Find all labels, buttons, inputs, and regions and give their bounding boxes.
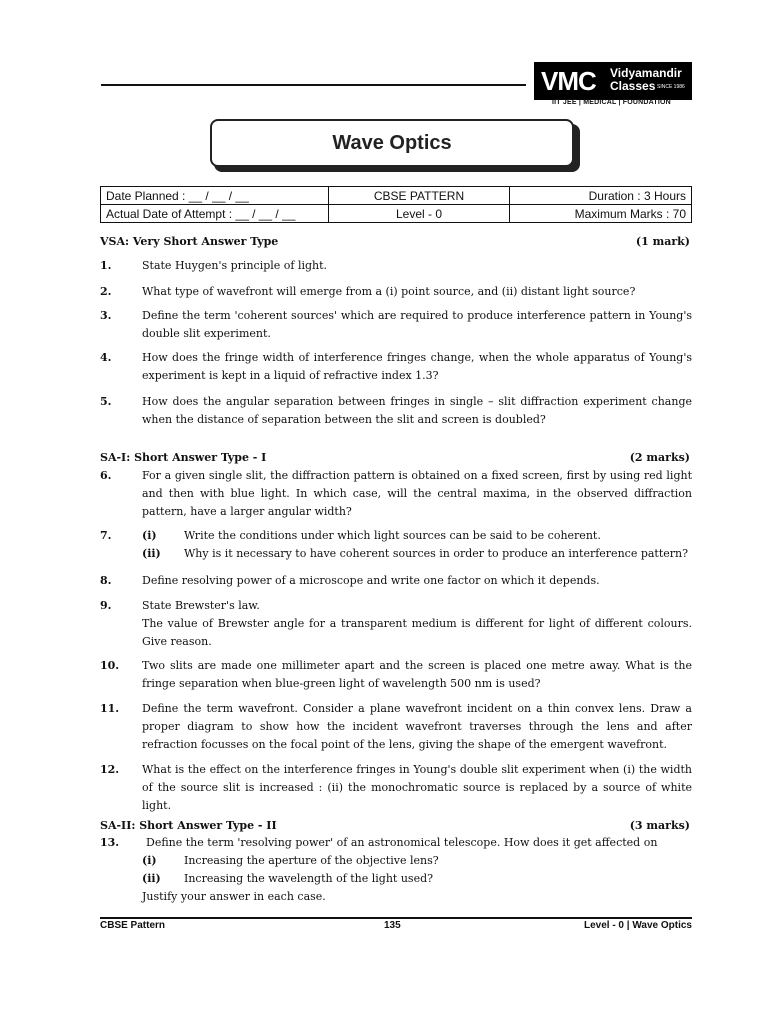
question-text: Define resolving power of a microscope and write one factor on which it depends. <box>142 574 600 587</box>
sub-question-label: (i) <box>142 529 157 542</box>
logo-name-line-2: Classes <box>610 79 656 93</box>
logo-name-line-1: Vidyamandir <box>610 66 682 80</box>
question-text: Define the term 'resolving power' of an astronomical telescope. How does it get affected on <box>146 836 658 849</box>
question-text: Define the term wavefront. Consider a plane wavefront incident on a thin convex lens. Draw a proper diagram to show how the incident wavefront traverses through the lens and after refraction focusses on the focal point of the lens, giving the shape of the emergent wavefront. <box>142 702 692 751</box>
footer-rule <box>100 917 692 919</box>
sub-question-text: Write the conditions under which light sources can be said to be coherent. <box>184 529 601 542</box>
question-text: State Brewster's law. <box>142 599 260 612</box>
question-3 <box>100 307 692 343</box>
section-marks: (2 marks) <box>629 451 690 464</box>
section-title: VSA: Very Short Answer Type <box>100 235 279 248</box>
question-number: 7. <box>100 529 112 542</box>
pattern: CBSE PATTERN <box>329 187 510 205</box>
section-heading-vsa <box>100 235 690 248</box>
question-1 <box>100 257 692 275</box>
question-4 <box>100 349 692 385</box>
question-number: 13. <box>100 836 120 849</box>
question-13 <box>100 834 692 906</box>
question-number: 11. <box>100 702 120 715</box>
question-parts <box>142 852 692 888</box>
sub-question-ii <box>142 545 692 563</box>
section-heading-sa1 <box>100 451 690 464</box>
question-text: What type of wavefront will emerge from a (i) point source, and (ii) distant light source? <box>142 285 636 298</box>
sub-question-text: Increasing the wavelength of the light used? <box>184 872 434 885</box>
logo-vmc-text: VMC <box>541 66 596 96</box>
info-table <box>100 186 692 223</box>
question-parts <box>142 527 692 563</box>
sub-question-label: (i) <box>142 854 157 867</box>
question-number: 4. <box>100 351 112 364</box>
question-text: How does the fringe width of interference fringes change, when the whole apparatus of Young's experiment is kept in a liquid of refractive index 1.3? <box>142 351 692 382</box>
sub-question-text: Why is it necessary to have coherent sources in order to produce an interference pattern? <box>184 547 689 560</box>
level: Level - 0 <box>329 205 510 223</box>
question-11 <box>100 700 692 754</box>
sub-question-label: (ii) <box>142 547 161 560</box>
question-number: 9. <box>100 599 112 612</box>
logo-since: SINCE 1986 <box>657 84 685 90</box>
footer-right: Level - 0 | Wave Optics <box>583 920 692 931</box>
sub-question-i <box>142 852 692 870</box>
question-12 <box>100 761 692 815</box>
question-text-continued: The value of Brewster angle for a transparent medium is different for light of different colours. Give reason. <box>142 617 692 648</box>
header-rule <box>101 84 526 86</box>
question-text-continued: Justify your answer in each case. <box>142 890 326 903</box>
page-title: Wave Optics <box>332 131 452 154</box>
question-number: 6. <box>100 469 112 482</box>
max-marks: Maximum Marks : 70 <box>510 205 692 223</box>
section-marks: (1 mark) <box>635 235 690 248</box>
question-number: 8. <box>100 574 112 587</box>
date-planned: Date Planned : __ / __ / __ <box>101 187 329 205</box>
question-9 <box>100 597 692 651</box>
question-number: 2. <box>100 285 112 298</box>
question-6 <box>100 467 692 521</box>
question-number: 5. <box>100 395 112 408</box>
question-number: 3. <box>100 309 112 322</box>
question-text: Define the term 'coherent sources' which are required to produce interference pattern in Young's double slit experiment. <box>142 309 692 340</box>
question-text: For a given single slit, the diffraction pattern is obtained on a fixed screen, first by using red light and then with blue light. In which case, will the central maxima, in the observed diffraction pattern, have a larger angular width? <box>142 469 692 518</box>
info-row-2 <box>101 205 692 223</box>
sub-question-i <box>142 527 692 545</box>
title-box <box>210 119 574 167</box>
logo-tagline: IIT JEE | MEDICAL | FOUNDATION <box>552 99 671 106</box>
question-text: What is the effect on the interference fringes in Young's double slit experiment when (i) the width of the source slit is increased : (ii) the monochromatic source is replaced by a source of white light. <box>142 763 692 812</box>
footer-left: CBSE Pattern <box>100 920 166 931</box>
question-8 <box>100 572 692 590</box>
section-heading-sa2 <box>100 819 690 832</box>
question-text: How does the angular separation between fringes in single – slit diffraction experiment change when the distance of separation between the slit and screen is doubled? <box>142 395 692 426</box>
question-10 <box>100 657 692 693</box>
actual-date: Actual Date of Attempt : __ / __ / __ <box>101 205 329 223</box>
question-number: 10. <box>100 659 120 672</box>
question-2 <box>100 283 692 301</box>
info-row-1 <box>101 187 692 205</box>
question-7 <box>100 527 692 563</box>
question-5 <box>100 393 692 429</box>
duration: Duration : 3 Hours <box>510 187 692 205</box>
sub-question-text: Increasing the aperture of the objective lens? <box>184 854 439 867</box>
section-marks: (3 marks) <box>629 819 690 832</box>
section-title: SA-I: Short Answer Type - I <box>100 451 267 464</box>
sub-question-label: (ii) <box>142 872 161 885</box>
section-title: SA-II: Short Answer Type - II <box>100 819 277 832</box>
question-text: Two slits are made one millimeter apart and the screen is placed one metre away. What is the fringe separation when blue-green light of wavelength 500 nm is used? <box>142 659 692 690</box>
question-number: 12. <box>100 763 120 776</box>
question-number: 1. <box>100 259 112 272</box>
question-text: State Huygen's principle of light. <box>142 259 328 272</box>
sub-question-ii <box>142 870 692 888</box>
vmc-logo <box>534 62 692 100</box>
page-number: 135 <box>384 920 401 931</box>
